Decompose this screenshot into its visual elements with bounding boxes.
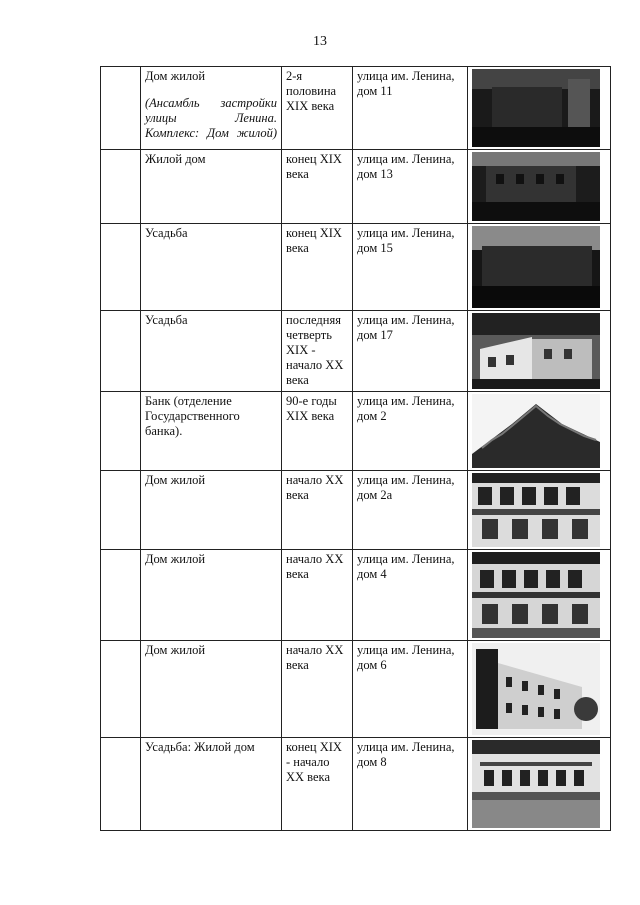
number-cell — [101, 550, 141, 641]
date-cell: начало XX века — [282, 550, 353, 641]
building-photo — [472, 226, 600, 308]
photo-cell — [468, 311, 611, 392]
table-row — [101, 392, 611, 471]
table-row — [101, 471, 611, 550]
object-name: Дом жилой — [145, 69, 206, 83]
object-note: (Ансамбль застройки улицы Ленина. Комплекс: Дом жилой) — [145, 96, 277, 140]
table-row — [101, 67, 611, 150]
address-cell: улица им. Ленина, дом 2а — [353, 471, 468, 550]
table-row — [101, 311, 611, 392]
building-photo — [472, 740, 600, 828]
date-cell: конец XIX века — [282, 150, 353, 224]
address-cell: улица им. Ленина, дом 8 — [353, 738, 468, 831]
number-cell — [101, 311, 141, 392]
building-photo — [472, 313, 600, 389]
building-photo — [472, 473, 600, 547]
name-cell: Усадьба — [141, 224, 282, 311]
building-photo — [472, 643, 600, 735]
photo-cell — [468, 67, 611, 150]
number-cell — [101, 150, 141, 224]
number-cell — [101, 738, 141, 831]
name-cell: Усадьба — [141, 311, 282, 392]
number-cell — [101, 392, 141, 471]
photo-cell — [468, 224, 611, 311]
photo-cell — [468, 550, 611, 641]
address-cell: улица им. Ленина, дом 4 — [353, 550, 468, 641]
photo-cell — [468, 738, 611, 831]
photo-cell — [468, 641, 611, 738]
name-cell: Усадьба: Жилой дом — [141, 738, 282, 831]
date-cell: начало XX века — [282, 471, 353, 550]
table-row — [101, 641, 611, 738]
date-cell: последняя четверть XIX - начало XX века — [282, 311, 353, 392]
number-cell — [101, 67, 141, 150]
address-cell: улица им. Ленина, дом 17 — [353, 311, 468, 392]
name-cell: Дом жилой — [141, 641, 282, 738]
page-number: 13 — [313, 34, 327, 49]
building-photo — [472, 69, 600, 147]
photo-cell — [468, 392, 611, 471]
address-cell: улица им. Ленина, дом 13 — [353, 150, 468, 224]
name-cell: Дом жилой — [141, 471, 282, 550]
date-cell: 2-я половина XIX века — [282, 67, 353, 150]
name-cell: Жилой дом — [141, 150, 282, 224]
date-cell: конец XIX - начало XX века — [282, 738, 353, 831]
building-photo — [472, 552, 600, 638]
date-cell: 90-е годы XIX века — [282, 392, 353, 471]
building-photo — [472, 394, 600, 468]
table-row — [101, 150, 611, 224]
address-cell: улица им. Ленина, дом 11 — [353, 67, 468, 150]
name-cell: Дом жилой — [141, 550, 282, 641]
number-cell — [101, 471, 141, 550]
address-cell: улица им. Ленина, дом 2 — [353, 392, 468, 471]
number-cell — [101, 224, 141, 311]
date-cell: конец XIX века — [282, 224, 353, 311]
address-cell: улица им. Ленина, дом 6 — [353, 641, 468, 738]
address-cell: улица им. Ленина, дом 15 — [353, 224, 468, 311]
name-cell: Банк (отделение Государственного банка). — [141, 392, 282, 471]
photo-cell — [468, 150, 611, 224]
building-photo — [472, 152, 600, 221]
table-row — [101, 550, 611, 641]
photo-cell — [468, 471, 611, 550]
table-row — [101, 224, 611, 311]
number-cell — [101, 641, 141, 738]
date-cell: начало XX века — [282, 641, 353, 738]
heritage-register-table — [100, 66, 611, 831]
table-row — [101, 738, 611, 831]
name-cell — [141, 67, 282, 150]
